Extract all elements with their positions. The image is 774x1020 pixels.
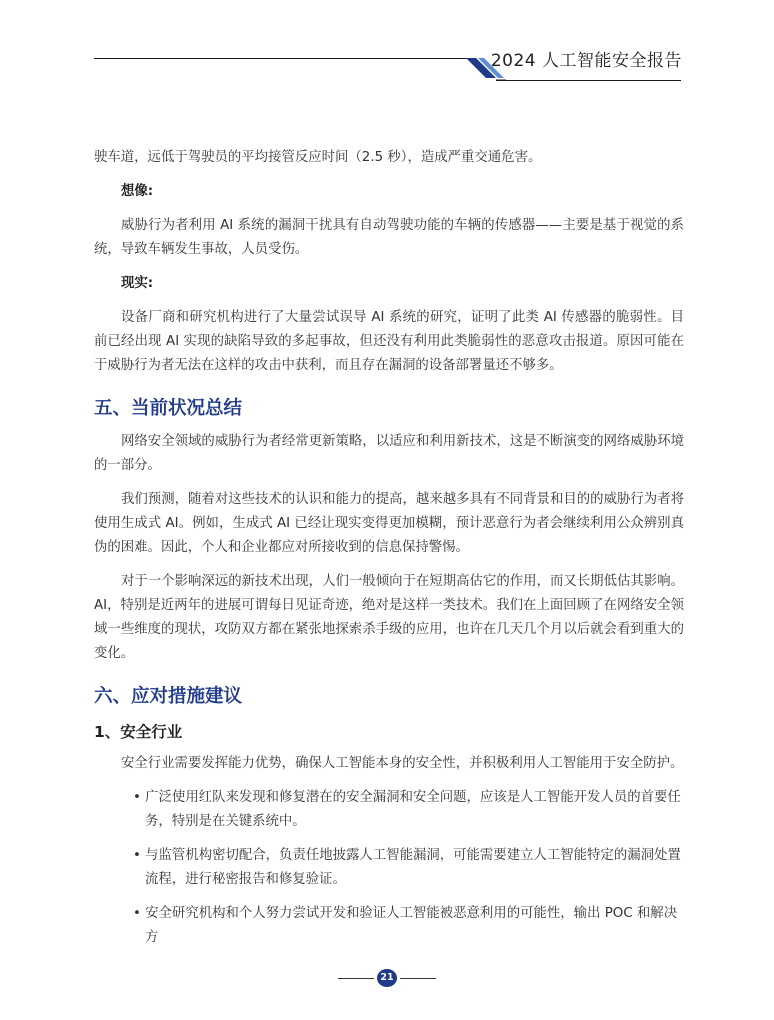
list-item: • 广泛使用红队来发现和修复潜在的安全漏洞和安全问题，应该是人工智能开发人员的首要任务，特别是在关键系统中。 bbox=[133, 790, 681, 829]
paragraph: 我们预测，随着对这些技术的认识和能力的提高，越来越多具有不同背景和目的的威胁行为者将使用生成式 AI。例如，生成式 AI 已经让现实变得更加模糊，预计恶意行为者会继续利用公众辨别真伪的困难。因此，个人和企业都应对所接收到的信息保持警惕。 bbox=[94, 492, 684, 555]
subsection-heading: 1、安全行业 bbox=[94, 723, 183, 741]
label-imagine: 想像: bbox=[121, 184, 154, 199]
paragraph: 对于一个影响深远的新技术出现，人们一般倾向于在短期高估它的作用，而又长期低估其影响。AI，特别是近两年的进展可谓每日见证奇迹，绝对是这样一类技术。我们在上面回顾了在网络安全领域一些维度的现状，攻防双方都在紧张地探索杀手级的应用，也许在几天几个月以后就会看到重大的变化。 bbox=[94, 574, 684, 661]
paragraph: 网络安全领域的威胁行为者经常更新策略，以适应和利用新技术，这是不断演变的网络威胁环境的一部分。 bbox=[94, 434, 684, 473]
paragraph: 驶车道，远低于驾驶员的平均接管反应时间（2.5 秒），造成严重交通危害。 bbox=[94, 150, 542, 165]
footer-rule-right bbox=[400, 978, 436, 979]
list-item: • 与监管机构密切配合，负责任地披露人工智能漏洞，可能需要建立人工智能特定的漏洞处置流程，进行秘密报告和修复验证。 bbox=[133, 848, 681, 887]
page-number: 21 bbox=[377, 969, 397, 987]
list-item: • 安全研究机构和个人努力尝试开发和验证人工智能被恶意利用的可能性，输出 POC 和解决方 bbox=[133, 906, 678, 945]
paragraph: 设备厂商和研究机构进行了大量尝试误导 AI 系统的研究，证明了此类 AI 传感器的脆弱性。目前已经出现 AI 实现的缺陷导致的多起事故，但还没有利用此类脆弱性的恶意攻击报道。原因可能在于威胁行为者无法在这样的攻击中获利，而且存在漏洞的设备部署量还不够多。 bbox=[94, 310, 684, 373]
footer-rule-left bbox=[338, 978, 374, 979]
label-reality: 现实: bbox=[121, 276, 154, 291]
section-heading-5: 五、当前状况总结 bbox=[94, 398, 243, 419]
paragraph: 安全行业需要发挥能力优势，确保人工智能本身的安全性，并积极利用人工智能用于安全防护。 bbox=[121, 756, 684, 771]
section-heading-6: 六、应对措施建议 bbox=[94, 686, 243, 707]
page-footer bbox=[0, 966, 774, 990]
page-body bbox=[94, 146, 684, 950]
report-title: 2024 人工智能安全报告 bbox=[490, 51, 682, 71]
header-rule-right bbox=[496, 80, 681, 81]
paragraph: 威胁行为者利用 AI 系统的漏洞干扰具有自动驾驶功能的车辆的传感器——主要是基于视觉的系统，导致车辆发生事故，人员受伤。 bbox=[94, 218, 684, 257]
header-rule-left bbox=[94, 58, 469, 59]
